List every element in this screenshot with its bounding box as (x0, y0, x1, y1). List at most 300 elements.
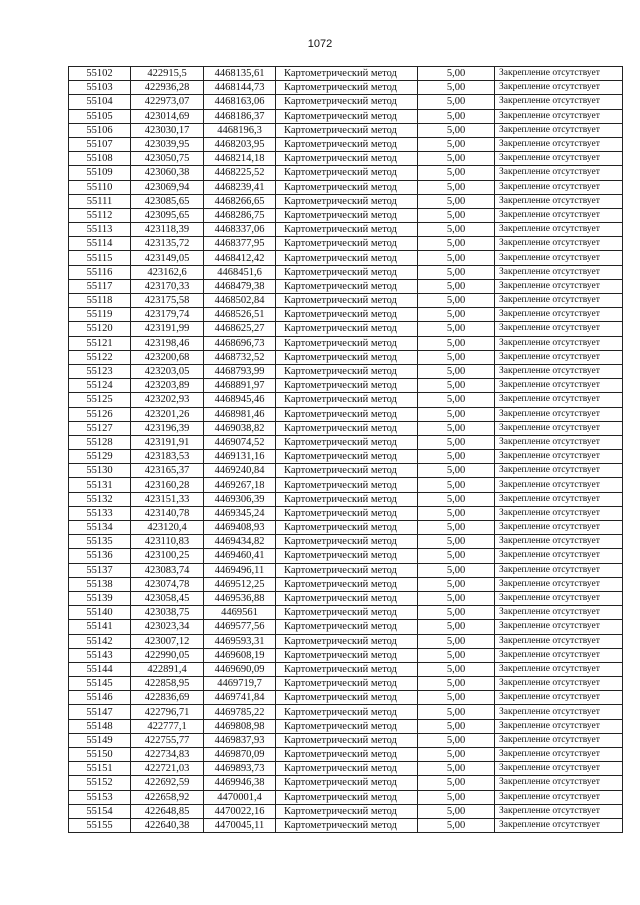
method-cell: Картометрический метод (276, 748, 418, 762)
y-coordinate-cell: 4469608,19 (204, 648, 276, 662)
accuracy-cell: 5,00 (418, 223, 495, 237)
table-row (69, 762, 623, 776)
method-cell: Картометрический метод (276, 662, 418, 676)
x-coordinate-cell: 423135,72 (131, 237, 204, 251)
method-cell: Картометрический метод (276, 591, 418, 605)
y-coordinate-cell: 4468286,75 (204, 208, 276, 222)
method-cell: Картометрический метод (276, 535, 418, 549)
fixation-cell: Закрепление отсутствует (495, 719, 623, 733)
accuracy-cell: 5,00 (418, 691, 495, 705)
y-coordinate-cell: 4469690,09 (204, 662, 276, 676)
method-cell: Картометрический метод (276, 322, 418, 336)
fixation-cell: Закрепление отсутствует (495, 691, 623, 705)
fixation-cell: Закрепление отсутствует (495, 762, 623, 776)
table-row (69, 194, 623, 208)
method-cell: Картометрический метод (276, 506, 418, 520)
table-row (69, 379, 623, 393)
x-coordinate-cell: 423170,33 (131, 279, 204, 293)
x-coordinate-cell: 422915,5 (131, 67, 204, 81)
point-number-cell: 55147 (69, 705, 131, 719)
point-number-cell: 55144 (69, 662, 131, 676)
fixation-cell: Закрепление отсутствует (495, 194, 623, 208)
y-coordinate-cell: 4469893,73 (204, 762, 276, 776)
method-cell: Картометрический метод (276, 166, 418, 180)
table-row (69, 223, 623, 237)
method-cell: Картометрический метод (276, 691, 418, 705)
coordinates-table (68, 66, 623, 833)
y-coordinate-cell: 4468696,73 (204, 336, 276, 350)
table-row (69, 677, 623, 691)
accuracy-cell: 5,00 (418, 776, 495, 790)
point-number-cell: 55117 (69, 279, 131, 293)
x-coordinate-cell: 422891,4 (131, 662, 204, 676)
accuracy-cell: 5,00 (418, 237, 495, 251)
x-coordinate-cell: 423203,05 (131, 364, 204, 378)
accuracy-cell: 5,00 (418, 123, 495, 137)
x-coordinate-cell: 423200,68 (131, 350, 204, 364)
y-coordinate-cell: 4469719,7 (204, 677, 276, 691)
accuracy-cell: 5,00 (418, 322, 495, 336)
table-row (69, 308, 623, 322)
point-number-cell: 55102 (69, 67, 131, 81)
method-cell: Картометрический метод (276, 790, 418, 804)
table-row (69, 137, 623, 151)
x-coordinate-cell: 423014,69 (131, 109, 204, 123)
accuracy-cell: 5,00 (418, 336, 495, 350)
accuracy-cell: 5,00 (418, 733, 495, 747)
accuracy-cell: 5,00 (418, 577, 495, 591)
accuracy-cell: 5,00 (418, 67, 495, 81)
method-cell: Картометрический метод (276, 364, 418, 378)
point-number-cell: 55113 (69, 223, 131, 237)
method-cell: Картометрический метод (276, 464, 418, 478)
accuracy-cell: 5,00 (418, 194, 495, 208)
accuracy-cell: 5,00 (418, 379, 495, 393)
fixation-cell: Закрепление отсутствует (495, 336, 623, 350)
y-coordinate-cell: 4469561 (204, 606, 276, 620)
point-number-cell: 55119 (69, 308, 131, 322)
fixation-cell: Закрепление отсутствует (495, 535, 623, 549)
point-number-cell: 55122 (69, 350, 131, 364)
fixation-cell: Закрепление отсутствует (495, 81, 623, 95)
fixation-cell: Закрепление отсутствует (495, 492, 623, 506)
x-coordinate-cell: 423069,94 (131, 180, 204, 194)
point-number-cell: 55154 (69, 804, 131, 818)
accuracy-cell: 5,00 (418, 591, 495, 605)
y-coordinate-cell: 4469306,39 (204, 492, 276, 506)
x-coordinate-cell: 423038,75 (131, 606, 204, 620)
method-cell: Картометрический метод (276, 762, 418, 776)
x-coordinate-cell: 422692,59 (131, 776, 204, 790)
accuracy-cell: 5,00 (418, 166, 495, 180)
point-number-cell: 55130 (69, 464, 131, 478)
fixation-cell: Закрепление отсутствует (495, 208, 623, 222)
fixation-cell: Закрепление отсутствует (495, 223, 623, 237)
fixation-cell: Закрепление отсутствует (495, 563, 623, 577)
point-number-cell: 55108 (69, 152, 131, 166)
accuracy-cell: 5,00 (418, 294, 495, 308)
x-coordinate-cell: 422648,85 (131, 804, 204, 818)
x-coordinate-cell: 422777,1 (131, 719, 204, 733)
y-coordinate-cell: 4468732,52 (204, 350, 276, 364)
accuracy-cell: 5,00 (418, 109, 495, 123)
method-cell: Картометрический метод (276, 705, 418, 719)
y-coordinate-cell: 4469593,31 (204, 634, 276, 648)
y-coordinate-cell: 4468625,27 (204, 322, 276, 336)
x-coordinate-cell: 423007,12 (131, 634, 204, 648)
accuracy-cell: 5,00 (418, 350, 495, 364)
x-coordinate-cell: 422796,71 (131, 705, 204, 719)
fixation-cell: Закрепление отсутствует (495, 464, 623, 478)
x-coordinate-cell: 423023,34 (131, 620, 204, 634)
table-row (69, 691, 623, 705)
y-coordinate-cell: 4468203,95 (204, 137, 276, 151)
x-coordinate-cell: 423175,58 (131, 294, 204, 308)
fixation-cell: Закрепление отсутствует (495, 577, 623, 591)
x-coordinate-cell: 422721,03 (131, 762, 204, 776)
point-number-cell: 55152 (69, 776, 131, 790)
table-row (69, 237, 623, 251)
table-row (69, 322, 623, 336)
table-row (69, 818, 623, 832)
x-coordinate-cell: 422640,38 (131, 818, 204, 832)
fixation-cell: Закрепление отсутствует (495, 265, 623, 279)
table-row (69, 591, 623, 605)
table-row (69, 464, 623, 478)
method-cell: Картометрический метод (276, 152, 418, 166)
y-coordinate-cell: 4469577,56 (204, 620, 276, 634)
table-row (69, 634, 623, 648)
method-cell: Картометрический метод (276, 478, 418, 492)
method-cell: Картометрический метод (276, 194, 418, 208)
accuracy-cell: 5,00 (418, 677, 495, 691)
method-cell: Картометрический метод (276, 208, 418, 222)
point-number-cell: 55109 (69, 166, 131, 180)
accuracy-cell: 5,00 (418, 662, 495, 676)
table-row (69, 265, 623, 279)
point-number-cell: 55138 (69, 577, 131, 591)
accuracy-cell: 5,00 (418, 492, 495, 506)
accuracy-cell: 5,00 (418, 606, 495, 620)
method-cell: Картометрический метод (276, 223, 418, 237)
table-row (69, 350, 623, 364)
x-coordinate-cell: 422658,92 (131, 790, 204, 804)
accuracy-cell: 5,00 (418, 421, 495, 435)
method-cell: Картометрический метод (276, 450, 418, 464)
fixation-cell: Закрепление отсутствует (495, 180, 623, 194)
fixation-cell: Закрепление отсутствует (495, 67, 623, 81)
accuracy-cell: 5,00 (418, 265, 495, 279)
point-number-cell: 55140 (69, 606, 131, 620)
y-coordinate-cell: 4469267,18 (204, 478, 276, 492)
table-row (69, 109, 623, 123)
table-row (69, 776, 623, 790)
method-cell: Картометрический метод (276, 818, 418, 832)
y-coordinate-cell: 4468144,73 (204, 81, 276, 95)
fixation-cell: Закрепление отсутствует (495, 705, 623, 719)
accuracy-cell: 5,00 (418, 634, 495, 648)
table-row (69, 549, 623, 563)
accuracy-cell: 5,00 (418, 563, 495, 577)
accuracy-cell: 5,00 (418, 81, 495, 95)
method-cell: Картометрический метод (276, 350, 418, 364)
x-coordinate-cell: 423118,39 (131, 223, 204, 237)
y-coordinate-cell: 4470001,4 (204, 790, 276, 804)
table-row (69, 748, 623, 762)
table-row (69, 662, 623, 676)
point-number-cell: 55128 (69, 435, 131, 449)
x-coordinate-cell: 423095,65 (131, 208, 204, 222)
x-coordinate-cell: 423058,45 (131, 591, 204, 605)
method-cell: Картометрический метод (276, 648, 418, 662)
fixation-cell: Закрепление отсутствует (495, 662, 623, 676)
accuracy-cell: 5,00 (418, 251, 495, 265)
y-coordinate-cell: 4468793,99 (204, 364, 276, 378)
fixation-cell: Закрепление отсутствует (495, 790, 623, 804)
point-number-cell: 55116 (69, 265, 131, 279)
accuracy-cell: 5,00 (418, 478, 495, 492)
table-row (69, 95, 623, 109)
accuracy-cell: 5,00 (418, 648, 495, 662)
point-number-cell: 55106 (69, 123, 131, 137)
x-coordinate-cell: 422990,05 (131, 648, 204, 662)
y-coordinate-cell: 4469131,16 (204, 450, 276, 464)
accuracy-cell: 5,00 (418, 521, 495, 535)
y-coordinate-cell: 4468196,3 (204, 123, 276, 137)
fixation-cell: Закрепление отсутствует (495, 379, 623, 393)
x-coordinate-cell: 423149,05 (131, 251, 204, 265)
y-coordinate-cell: 4468412,42 (204, 251, 276, 265)
accuracy-cell: 5,00 (418, 719, 495, 733)
point-number-cell: 55124 (69, 379, 131, 393)
method-cell: Картометрический метод (276, 251, 418, 265)
fixation-cell: Закрепление отсутствует (495, 506, 623, 520)
method-cell: Картометрический метод (276, 620, 418, 634)
x-coordinate-cell: 422734,83 (131, 748, 204, 762)
accuracy-cell: 5,00 (418, 152, 495, 166)
fixation-cell: Закрепление отсутствует (495, 364, 623, 378)
method-cell: Картометрический метод (276, 421, 418, 435)
method-cell: Картометрический метод (276, 733, 418, 747)
y-coordinate-cell: 4469496,11 (204, 563, 276, 577)
fixation-cell: Закрепление отсутствует (495, 620, 623, 634)
fixation-cell: Закрепление отсутствует (495, 279, 623, 293)
y-coordinate-cell: 4468135,61 (204, 67, 276, 81)
method-cell: Картометрический метод (276, 279, 418, 293)
y-coordinate-cell: 4469038,82 (204, 421, 276, 435)
y-coordinate-cell: 4468266,65 (204, 194, 276, 208)
y-coordinate-cell: 4469741,84 (204, 691, 276, 705)
accuracy-cell: 5,00 (418, 549, 495, 563)
y-coordinate-cell: 4469408,93 (204, 521, 276, 535)
method-cell: Картометрический метод (276, 294, 418, 308)
fixation-cell: Закрепление отсутствует (495, 251, 623, 265)
point-number-cell: 55112 (69, 208, 131, 222)
x-coordinate-cell: 423120,4 (131, 521, 204, 535)
table-row (69, 648, 623, 662)
y-coordinate-cell: 4468163,06 (204, 95, 276, 109)
method-cell: Картометрический метод (276, 308, 418, 322)
fixation-cell: Закрепление отсутствует (495, 634, 623, 648)
point-number-cell: 55134 (69, 521, 131, 535)
y-coordinate-cell: 4469512,25 (204, 577, 276, 591)
x-coordinate-cell: 423198,46 (131, 336, 204, 350)
point-number-cell: 55115 (69, 251, 131, 265)
point-number-cell: 55121 (69, 336, 131, 350)
fixation-cell: Закрепление отсутствует (495, 123, 623, 137)
accuracy-cell: 5,00 (418, 620, 495, 634)
x-coordinate-cell: 422973,07 (131, 95, 204, 109)
accuracy-cell: 5,00 (418, 748, 495, 762)
x-coordinate-cell: 423162,6 (131, 265, 204, 279)
method-cell: Картометрический метод (276, 804, 418, 818)
method-cell: Картометрический метод (276, 67, 418, 81)
fixation-cell: Закрепление отсутствует (495, 435, 623, 449)
point-number-cell: 55148 (69, 719, 131, 733)
y-coordinate-cell: 4468337,06 (204, 223, 276, 237)
point-number-cell: 55141 (69, 620, 131, 634)
accuracy-cell: 5,00 (418, 506, 495, 520)
x-coordinate-cell: 423085,65 (131, 194, 204, 208)
x-coordinate-cell: 423030,17 (131, 123, 204, 137)
method-cell: Картометрический метод (276, 109, 418, 123)
table-row (69, 790, 623, 804)
x-coordinate-cell: 423100,25 (131, 549, 204, 563)
y-coordinate-cell: 4469808,98 (204, 719, 276, 733)
y-coordinate-cell: 4468214,18 (204, 152, 276, 166)
x-coordinate-cell: 423074,78 (131, 577, 204, 591)
method-cell: Картометрический метод (276, 95, 418, 109)
y-coordinate-cell: 4469536,88 (204, 591, 276, 605)
x-coordinate-cell: 423191,99 (131, 322, 204, 336)
y-coordinate-cell: 4469946,38 (204, 776, 276, 790)
table-row (69, 364, 623, 378)
point-number-cell: 55125 (69, 393, 131, 407)
method-cell: Картометрический метод (276, 407, 418, 421)
x-coordinate-cell: 423183,53 (131, 450, 204, 464)
table-row (69, 294, 623, 308)
y-coordinate-cell: 4469345,24 (204, 506, 276, 520)
accuracy-cell: 5,00 (418, 818, 495, 832)
point-number-cell: 55149 (69, 733, 131, 747)
y-coordinate-cell: 4469434,82 (204, 535, 276, 549)
x-coordinate-cell: 423151,33 (131, 492, 204, 506)
point-number-cell: 55143 (69, 648, 131, 662)
accuracy-cell: 5,00 (418, 464, 495, 478)
x-coordinate-cell: 423039,95 (131, 137, 204, 151)
fixation-cell: Закрепление отсутствует (495, 95, 623, 109)
method-cell: Картометрический метод (276, 577, 418, 591)
fixation-cell: Закрепление отсутствует (495, 166, 623, 180)
point-number-cell: 55126 (69, 407, 131, 421)
point-number-cell: 55142 (69, 634, 131, 648)
accuracy-cell: 5,00 (418, 137, 495, 151)
fixation-cell: Закрепление отсутствует (495, 549, 623, 563)
accuracy-cell: 5,00 (418, 790, 495, 804)
fixation-cell: Закрепление отсутствует (495, 748, 623, 762)
fixation-cell: Закрепление отсутствует (495, 450, 623, 464)
table-row (69, 804, 623, 818)
fixation-cell: Закрепление отсутствует (495, 308, 623, 322)
y-coordinate-cell: 4470022,16 (204, 804, 276, 818)
y-coordinate-cell: 4468186,37 (204, 109, 276, 123)
fixation-cell: Закрепление отсутствует (495, 591, 623, 605)
x-coordinate-cell: 423165,37 (131, 464, 204, 478)
table-row (69, 208, 623, 222)
y-coordinate-cell: 4468502,84 (204, 294, 276, 308)
fixation-cell: Закрепление отсутствует (495, 776, 623, 790)
y-coordinate-cell: 4468945,46 (204, 393, 276, 407)
point-number-cell: 55133 (69, 506, 131, 520)
accuracy-cell: 5,00 (418, 95, 495, 109)
fixation-cell: Закрепление отсутствует (495, 407, 623, 421)
method-cell: Картометрический метод (276, 563, 418, 577)
table-row (69, 506, 623, 520)
accuracy-cell: 5,00 (418, 450, 495, 464)
y-coordinate-cell: 4469460,41 (204, 549, 276, 563)
x-coordinate-cell: 423060,38 (131, 166, 204, 180)
x-coordinate-cell: 423110,83 (131, 535, 204, 549)
y-coordinate-cell: 4468526,51 (204, 308, 276, 322)
fixation-cell: Закрепление отсутствует (495, 421, 623, 435)
table-row (69, 733, 623, 747)
x-coordinate-cell: 422858,95 (131, 677, 204, 691)
x-coordinate-cell: 423191,91 (131, 435, 204, 449)
x-coordinate-cell: 422836,69 (131, 691, 204, 705)
table-row (69, 81, 623, 95)
method-cell: Картометрический метод (276, 81, 418, 95)
point-number-cell: 55135 (69, 535, 131, 549)
accuracy-cell: 5,00 (418, 208, 495, 222)
table-row (69, 336, 623, 350)
fixation-cell: Закрепление отсутствует (495, 393, 623, 407)
accuracy-cell: 5,00 (418, 308, 495, 322)
accuracy-cell: 5,00 (418, 535, 495, 549)
y-coordinate-cell: 4468377,95 (204, 237, 276, 251)
accuracy-cell: 5,00 (418, 180, 495, 194)
y-coordinate-cell: 4470045,11 (204, 818, 276, 832)
y-coordinate-cell: 4469785,22 (204, 705, 276, 719)
point-number-cell: 55150 (69, 748, 131, 762)
x-coordinate-cell: 423203,89 (131, 379, 204, 393)
point-number-cell: 55105 (69, 109, 131, 123)
fixation-cell: Закрепление отсутствует (495, 109, 623, 123)
y-coordinate-cell: 4468981,46 (204, 407, 276, 421)
fixation-cell: Закрепление отсутствует (495, 733, 623, 747)
x-coordinate-cell: 423202,93 (131, 393, 204, 407)
point-number-cell: 55104 (69, 95, 131, 109)
table-row (69, 67, 623, 81)
y-coordinate-cell: 4468225,52 (204, 166, 276, 180)
x-coordinate-cell: 423050,75 (131, 152, 204, 166)
table-row (69, 251, 623, 265)
point-number-cell: 55110 (69, 180, 131, 194)
point-number-cell: 55111 (69, 194, 131, 208)
method-cell: Картометрический метод (276, 634, 418, 648)
x-coordinate-cell: 423179,74 (131, 308, 204, 322)
x-coordinate-cell: 423160,28 (131, 478, 204, 492)
fixation-cell: Закрепление отсутствует (495, 478, 623, 492)
method-cell: Картометрический метод (276, 677, 418, 691)
table-row (69, 123, 623, 137)
fixation-cell: Закрепление отсутствует (495, 137, 623, 151)
fixation-cell: Закрепление отсутствует (495, 521, 623, 535)
method-cell: Картометрический метод (276, 123, 418, 137)
y-coordinate-cell: 4469870,09 (204, 748, 276, 762)
table-row (69, 563, 623, 577)
x-coordinate-cell: 423196,39 (131, 421, 204, 435)
table-row (69, 407, 623, 421)
